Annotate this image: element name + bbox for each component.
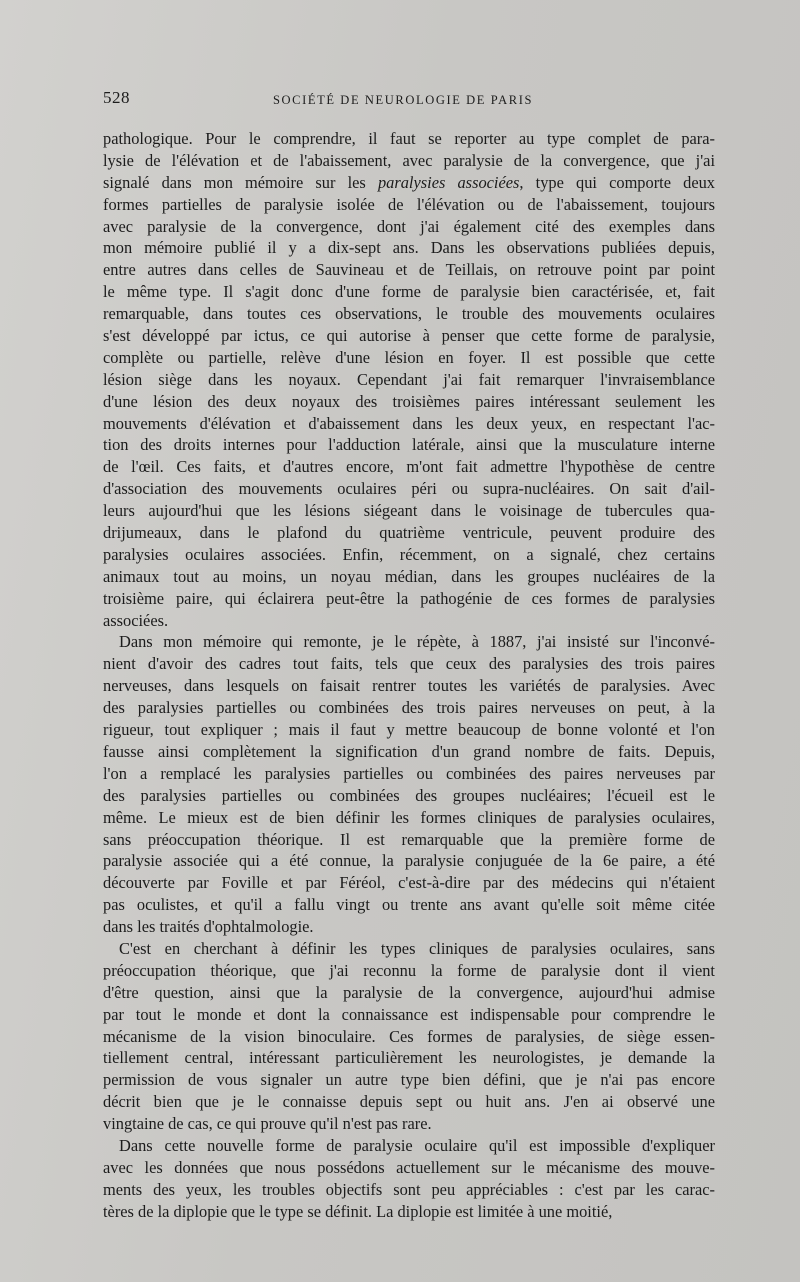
text-line: lésion siège dans les noyaux. Cependant j'ai fait remarquer l'invraisemblance xyxy=(103,369,715,389)
text-line: tion des droits internes pour l'adduction latérale, ainsi que la musculature interne xyxy=(103,435,715,455)
text-line: décrit bien que je le connaisse depuis sept ou huit ans. J'en ai observé une xyxy=(103,1092,715,1112)
text-line: l'on a remplacé les paralysies partielles ou combinées des paires nerveuses par xyxy=(103,763,715,783)
text-line: dans les traités d'ophtalmologie. xyxy=(103,917,314,937)
text-line: pathologique. Pour le comprendre, il faut se reporter au type complet de para- xyxy=(103,129,715,148)
text-line: drijumeaux, dans le plafond du quatrième ventricule, peuvent produire des xyxy=(103,523,715,543)
text-line: C'est en cherchant à définir les types cliniques de paralysies oculaires, sans xyxy=(119,938,715,958)
text-line: ments des yeux, les troubles objectifs sont peu appréciables : c'est par les carac- xyxy=(103,1179,715,1199)
text-line: mécanisme de la vision binoculaire. Ces formes de paralysies, de siège essen- xyxy=(103,1026,715,1046)
text-line: troisième paire, qui éclairera peut-être la pathogénie de ces formes de paralysies xyxy=(103,588,715,608)
text-line: remarquable, dans toutes ces observations, le trouble des mouvements oculaires xyxy=(103,304,715,324)
text-line: formes partielles de paralysie isolée de l'élévation ou de l'abaissement, toujours xyxy=(103,194,715,214)
text-line: avec paralysie de la convergence, dont j'ai également cité des exemples dans xyxy=(103,216,715,236)
paragraph xyxy=(103,128,715,631)
text-line: leurs aujourd'hui que les lésions siégeant dans le voisinage de tubercules qua- xyxy=(103,501,715,521)
paragraph xyxy=(103,938,715,1135)
text-line: d'association des mouvements oculaires péri ou supra-nucléaires. On sait d'ail- xyxy=(103,479,715,499)
text-line: des paralysies partielles ou combinées des trois paires nerveuses on peut, à la xyxy=(103,698,715,718)
text-line: mouvements d'élévation et d'abaissement dans les deux yeux, en respectant l'ac- xyxy=(103,413,715,433)
text-line: mon mémoire publié il y a dix-sept ans. Dans les observations publiées depuis, xyxy=(103,238,715,258)
page-number: 528 xyxy=(103,88,130,107)
text-line: découverte par Foville et par Féréol, c'est-à-dire par des médecins qui n'étaient xyxy=(103,873,715,893)
text-line: Dans mon mémoire qui remonte, je le répète, à 1887, j'ai insisté sur l'inconvé- xyxy=(119,632,715,652)
running-title: SOCIÉTÉ DE NEUROLOGIE DE PARIS xyxy=(273,93,534,107)
text-line: par tout le monde et dont la connaissance est indispensable pour comprendre le xyxy=(103,1004,715,1024)
text-line: Dans cette nouvelle forme de paralysie oculaire qu'il est impossible d'expliquer xyxy=(119,1135,715,1155)
text-line: préoccupation théorique, que j'ai reconnu la forme de paralysie dont il vient xyxy=(103,960,715,980)
text-line: fausse ainsi complètement la signification d'un grand nombre de faits. Depuis, xyxy=(103,741,715,761)
text-line: sans préoccupation théorique. Il est remarquable que la première forme de xyxy=(103,829,715,849)
text-line: le même type. Il s'agit donc d'une forme de paralysie bien caractérisée, et, fait xyxy=(103,282,715,302)
page-header xyxy=(103,88,715,114)
text-line: avec les données que nous possédons actuellement sur le mécanisme des mouve- xyxy=(103,1157,715,1177)
text-line: paralysies oculaires associées. Enfin, récemment, on a signalé, chez certains xyxy=(103,544,715,564)
text-line: paralysie associée qui a été connue, la paralysie conjuguée de la 6e paire, a été xyxy=(103,851,715,871)
text-line: d'être question, ainsi que la paralysie de la convergence, aujourd'hui admise xyxy=(103,982,715,1002)
text-line: permission de vous signaler un autre type bien défini, que je n'ai pas encore xyxy=(103,1070,715,1090)
text-line: animaux tout au moins, un noyau médian, dans les groupes nucléaires de la xyxy=(103,566,715,586)
text-line: d'une lésion des deux noyaux des troisièmes paires intéressant seulement les xyxy=(103,391,715,411)
text-line: complète ou partielle, relève d'une lésion en foyer. Il est possible que cette xyxy=(103,347,715,367)
text-line: signalé dans mon mémoire sur les paralysies associées, type qui comporte deux xyxy=(103,172,715,192)
text-line: tères de la diplopie que le type se définit. La diplopie est limitée à une moitié, xyxy=(103,1201,613,1221)
text-line: associées. xyxy=(103,610,169,630)
text-line: de l'œil. Ces faits, et d'autres encore, m'ont fait admettre l'hypothèse de centre xyxy=(103,457,715,477)
text-line: même. Le mieux est de bien définir les formes cliniques de paralysies oculaires, xyxy=(103,807,715,827)
text-line: nerveuses, dans lesquels on faisait rentrer toutes les variétés de paralysies. Avec xyxy=(103,676,715,696)
text-line: rigueur, tout expliquer ; mais il faut y mettre beaucoup de bonne volonté et l'on xyxy=(103,720,715,740)
body-text xyxy=(103,128,715,1223)
paragraph xyxy=(103,631,715,937)
text-line: entre autres dans celles de Sauvineau et de Teillais, on retrouve point par point xyxy=(103,260,715,280)
text-line: vingtaine de cas, ce qui prouve qu'il n'est pas rare. xyxy=(103,1114,432,1134)
paragraph xyxy=(103,1135,715,1223)
text-line: pas oculistes, et qu'il a fallu vingt ou trente ans avant qu'elle soit même citée xyxy=(103,895,715,915)
text-line: s'est développé par ictus, ce qui autorise à penser que cette forme de paralysie, xyxy=(103,326,715,346)
text-line: des paralysies partielles ou combinées des groupes nucléaires; l'écueil est le xyxy=(103,785,715,805)
text-line: tiellement central, intéressant particulièrement les neurologistes, je demande la xyxy=(103,1048,715,1068)
text-line: lysie de l'élévation et de l'abaissement, avec paralysie de la convergence, que j'ai xyxy=(103,150,715,170)
text-line: nient d'avoir des cadres tout faits, tels que ceux des paralysies des trois paires xyxy=(103,654,715,674)
